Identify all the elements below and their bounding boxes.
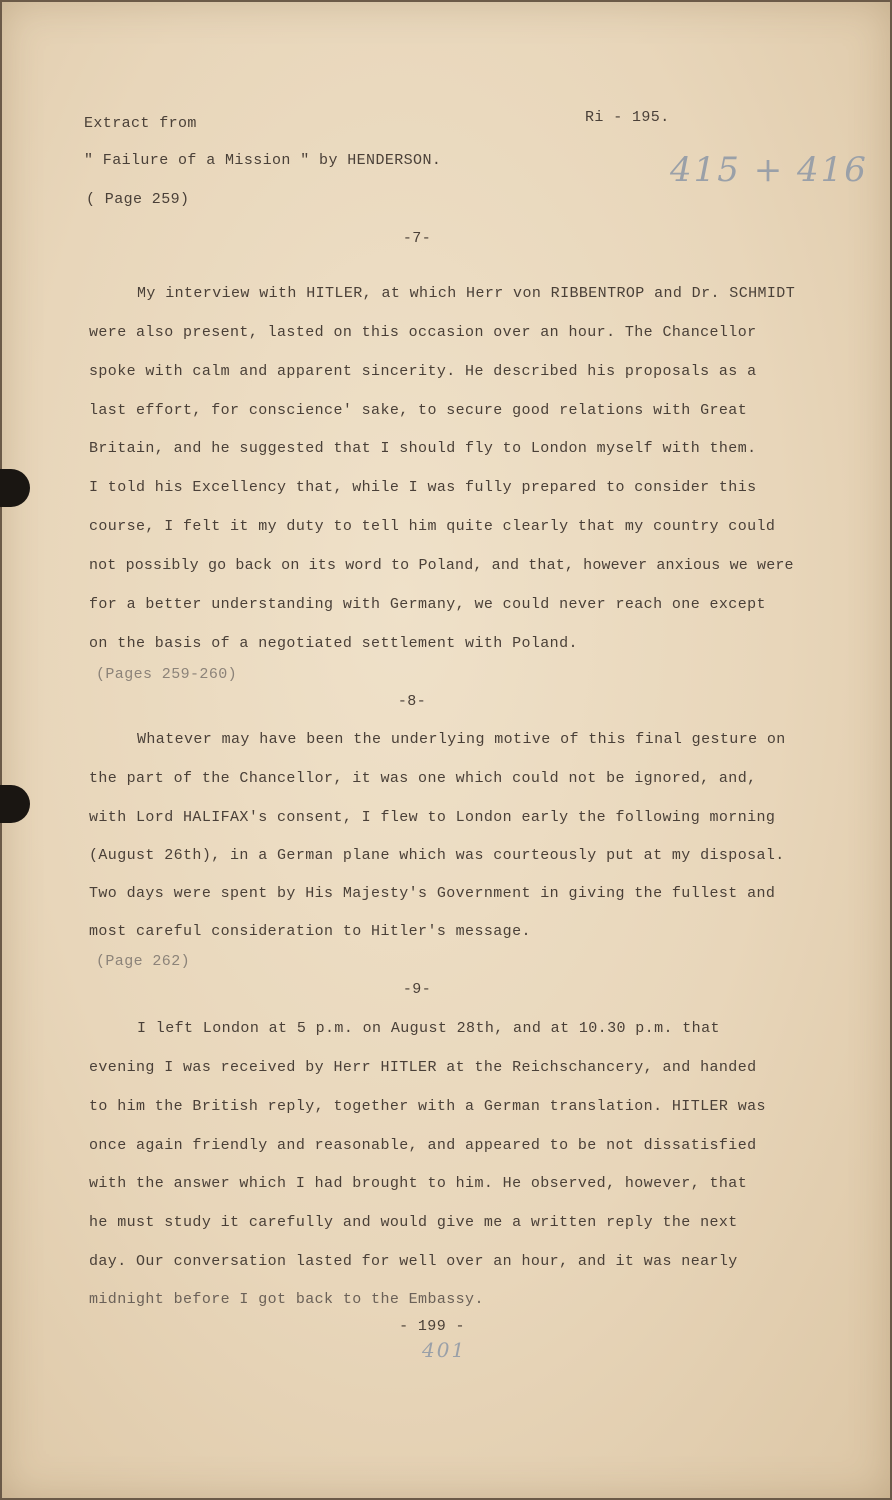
section-7-line: last effort, for conscience' sake, to secure good relations with Great: [89, 402, 748, 419]
section-7-line: course, I felt it my duty to tell him quite clearly that my country could: [89, 518, 776, 535]
section-8-line: most careful consideration to Hitler's message.: [89, 923, 531, 940]
footer-page-number: - 199 -: [399, 1318, 465, 1335]
section-9-line: to him the British reply, together with a German translation. HITLER was: [89, 1098, 766, 1115]
section-7-line: Britain, and he suggested that I should fly to London myself with them.: [89, 440, 757, 457]
section-9-line: he must study it carefully and would give me a written reply the next: [89, 1214, 738, 1231]
handwritten-page-annotation: 415 + 416: [670, 150, 868, 190]
document-number: Ri - 195.: [585, 109, 670, 126]
section-8-line: Two days were spent by His Majesty's Government in giving the fullest and: [89, 885, 776, 902]
section-8-line: the part of the Chancellor, it was one which could not be ignored, and,: [89, 770, 757, 787]
section-8-page-ref: (Page 262): [96, 953, 191, 970]
section-7-line: were also present, lasted on this occasion over an hour. The Chancellor: [89, 324, 757, 341]
section-7-line: I told his Excellency that, while I was fully prepared to consider this: [89, 479, 757, 496]
punch-hole: [0, 785, 30, 823]
section-9-line: day. Our conversation lasted for well over an hour, and it was nearly: [89, 1253, 738, 1270]
section-7-line: not possibly go back on its word to Poland, and that, however anxious we were: [89, 557, 794, 574]
punch-hole: [0, 469, 30, 507]
extract-label: Extract from: [84, 115, 197, 132]
section-7-line: My interview with HITLER, at which Herr von RIBBENTROP and Dr. SCHMIDT: [137, 285, 796, 302]
section-8-line: Whatever may have been the underlying motive of this final gesture on: [137, 731, 786, 748]
section-7-line: for a better understanding with Germany, we could never reach one except: [89, 596, 766, 613]
section-7-line: on the basis of a negotiated settlement with Poland.: [89, 635, 578, 652]
section-9-line: once again friendly and reasonable, and appeared to be not dissatisfied: [89, 1137, 757, 1154]
section-7-page-ref: (Pages 259-260): [96, 666, 238, 683]
header-page-ref: ( Page 259): [86, 191, 190, 208]
section-number-7: -7-: [402, 230, 432, 247]
section-8-line: (August 26th), in a German plane which was courteously put at my disposal.: [89, 847, 785, 864]
section-number-9: -9-: [402, 981, 432, 998]
section-8-line: with Lord HALIFAX's consent, I flew to London early the following morning: [89, 809, 776, 826]
document-page: [2, 2, 890, 1498]
section-7-line: spoke with calm and apparent sincerity. He described his proposals as a: [89, 363, 757, 380]
section-9-line: midnight before I got back to the Embassy.: [89, 1291, 484, 1308]
section-number-8: -8-: [397, 693, 427, 710]
source-title: " Failure of a Mission " by HENDERSON.: [84, 152, 442, 169]
section-9-line: I left London at 5 p.m. on August 28th, and at 10.30 p.m. that: [137, 1020, 720, 1037]
section-9-line: evening I was received by Herr HITLER at the Reichschancery, and handed: [89, 1059, 757, 1076]
section-9-line: with the answer which I had brought to him. He observed, however, that: [89, 1175, 748, 1192]
handwritten-page-number: 401: [422, 1338, 467, 1362]
